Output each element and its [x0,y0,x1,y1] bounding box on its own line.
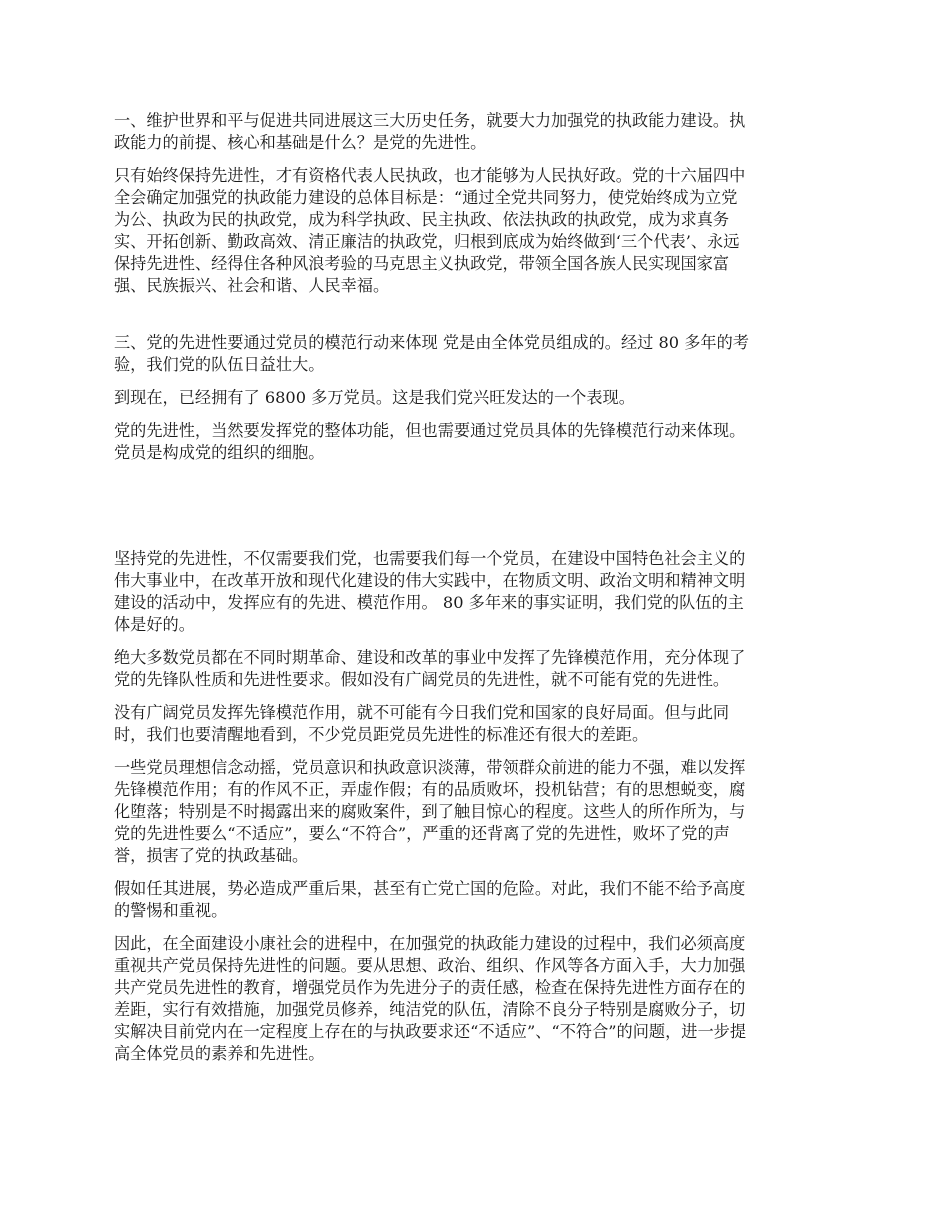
paragraph-task-intro: 一、维护世界和平与促进共同进展这三大历史任务，就要大力加强党的执政能力建设。执 政能力的前提、核心和基础是什么？是党的先进性。 [114,111,746,152]
paragraph-uphold-advancement: 坚持党的先进性，不仅需要我们党，也需要我们每一个党员，在建设中国特色社会主义的 伟大事业中，在改革开放和现代化建设的伟大实践中，在物质文明、政治文明和精神文明 建设的活动中，发挥应有的先进、模范作用。 80 多年来的事实证明，我们党的队伍的主 体是好的。 [114,549,746,634]
paragraph-member-count: 到现在，已经拥有了 6800 多万党员。这是我们党兴旺发达的一个表现。 [114,388,635,407]
paragraph-majority-role: 绝大多数党员都在不同时期革命、建设和改革的事业中发挥了先锋模范作用，充分体现了 党的先锋队性质和先进性要求。假如没有广阔党员的先进性，就不可能有党的先进性。 [114,648,746,689]
paragraph-danger: 假如任其进展，势必造成严重后果，甚至有亡党亡国的危险。对此，我们不能不给予高度 的警惕和重视。 [114,879,746,920]
paragraph-conclusion: 因此，在全面建设小康社会的进程中，在加强党的执政能力建设的过程中，我们必须高度 重视共产党员保持先进性的问题。要从思想、政治、组织、作风等各方面入手，大力加强 共产党员先进性的教育，增强党员作为先进分子的责任感，检查在保持先进性方面存在的 差距，实行有效措施，加强党员修养，纯洁党的队伍，清除不良分子特别是腐败分子，切 实解决目前党内在一定程度上存在的与执政要求还“不适应”、“不符合”的问题，进一步提 高全体党员的素养和先进性。 [114,934,747,1063]
paragraph-section-three: 三、党的先进性要通过党员的模范行动来体现 党是由全体党员组成的。经过 80 多年的考 验，我们党的队伍日益壮大。 [114,333,749,374]
document-page [114,110,840,1076]
paragraph-gap-awareness: 没有广阔党员发挥先锋模范作用，就不可能有今日我们党和国家的良好局面。但与此同 时，我们也要清醒地看到，不少党员距党员先进性的标准还有很大的差距。 [114,703,730,744]
paragraph-governing-goal: 只有始终保持先进性，才有资格代表人民执政，也才能够为人民执好政。党的十六届四中 全会确定加强党的执政能力建设的总体目标是：“通过全党共同努力，使党始终成为立党 为公、执政为民的执政党，成为科学执政、民主执政、依法执政的执政党，成为求真务 实、开拓创新、勤政高效、清正廉洁的执政党，归根到底成为始终做到‘三个代表’、永远 保持先进性、经得住各种风浪考验的马克思主义执政党，带领全国各族人民实现国家富 强、民族振兴、社会和谐、人民幸福。 [114,166,746,295]
paragraph-party-cells: 党的先进性，当然要发挥党的整体功能，但也需要通过党员具体的先锋模范行动来体现。 党员是构成党的组织的细胞。 [114,421,746,462]
paragraph-problems: 一些党员理想信念动摇，党员意识和执政意识淡薄，带领群众前进的能力不强，难以发挥 先锋模范作用；有的作风不正，弄虚作假；有的品质败坏，投机钻营；有的思想蜕变，腐 化堕落；特别是不时揭露出来的腐败案件，到了触目惊心的程度。这些人的所作所为，与 党的先进性要么“不适应”，要么“不符合”，严重的还背离了党的先进性，败坏了党的声 誉，损害了党的执政基础。 [114,758,746,865]
